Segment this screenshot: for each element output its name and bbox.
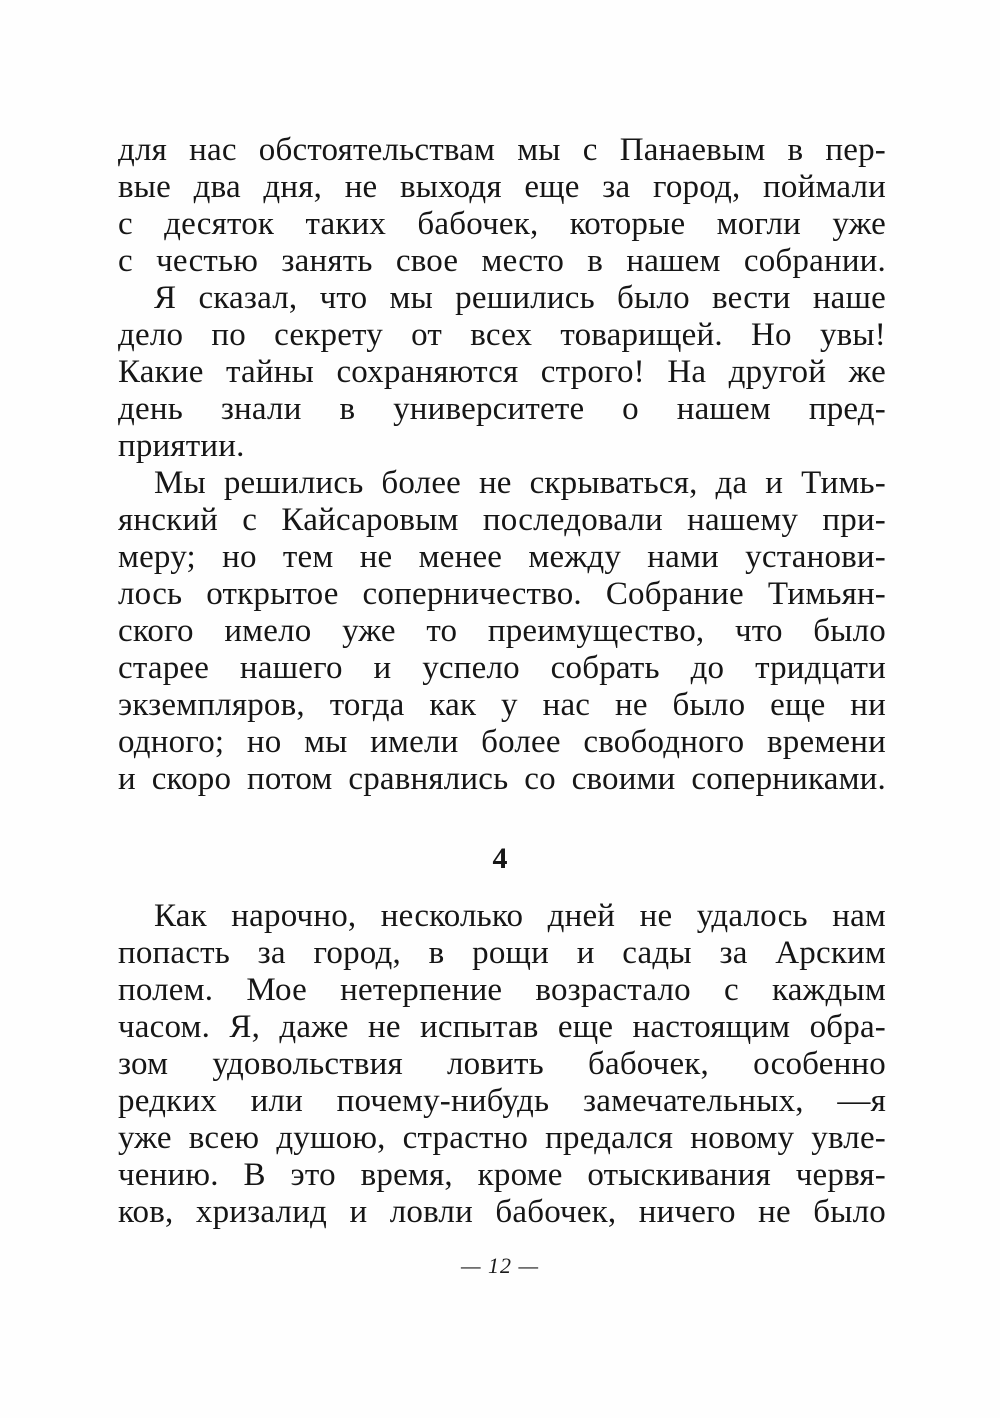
text-line: ков, хризалид и ловли бабочек, ничего не было — [118, 1194, 886, 1230]
text-line: янский с Кайсаровым последовали нашему при- — [118, 502, 886, 538]
text-line: зом удовольствия ловить бабочек, особенно — [118, 1046, 886, 1082]
text-line: попасть за город, в рощи и сады за Арским — [118, 935, 886, 971]
text-line: одного; но мы имели более свободного времени — [118, 724, 886, 760]
text-block-top — [118, 132, 886, 798]
text-block-bottom — [118, 898, 886, 1231]
text-line: и скоро потом сравнялись со своими соперниками. — [118, 761, 886, 797]
text-line: лось открытое соперничество. Собрание Тимьян- — [118, 576, 886, 612]
text-line: с честью занять свое место в нашем собрании. — [118, 243, 886, 279]
text-line: редких или почему-нибудь замечательных, —я — [118, 1083, 886, 1119]
page-number: — 12 — — [460, 1253, 540, 1278]
text-line: чению. В это время, кроме отыскивания червя- — [118, 1157, 886, 1193]
text-line: Как нарочно, несколько дней не удалось нам — [154, 898, 886, 934]
text-line: уже всею душою, страстно предался новому увле- — [118, 1120, 886, 1156]
text-line: часом. Я, даже не испытав еще настоящим обра- — [118, 1009, 886, 1045]
text-line: старее нашего и успело собрать до тридцати — [118, 650, 886, 686]
text-line: ского имело уже то преимущество, что было — [118, 613, 886, 649]
text-line: с десяток таких бабочек, которые могли уже — [118, 206, 886, 242]
chapter-number: 4 — [492, 842, 508, 875]
text-line: полем. Мое нетерпение возрастало с каждым — [118, 972, 886, 1008]
text-line: меру; но тем не менее между нами установи- — [118, 539, 886, 575]
text-line: Я сказал, что мы решились было вести наше — [154, 280, 886, 316]
text-line: приятии. — [118, 428, 245, 464]
text-line: Какие тайны сохраняются строго! На другой же — [118, 354, 886, 390]
text-line: вые два дня, не выходя еще за город, поймали — [118, 169, 886, 205]
text-line: Мы решились более не скрываться, да и Тимь- — [154, 465, 886, 501]
text-line: экземпляров, тогда как у нас не было еще ни — [118, 687, 886, 723]
text-line: день знали в университете о нашем пред- — [118, 391, 886, 427]
text-line: для нас обстоятельствам мы с Панаевым в пер- — [118, 132, 886, 168]
text-line: дело по секрету от всех товарищей. Но увы! — [118, 317, 886, 353]
